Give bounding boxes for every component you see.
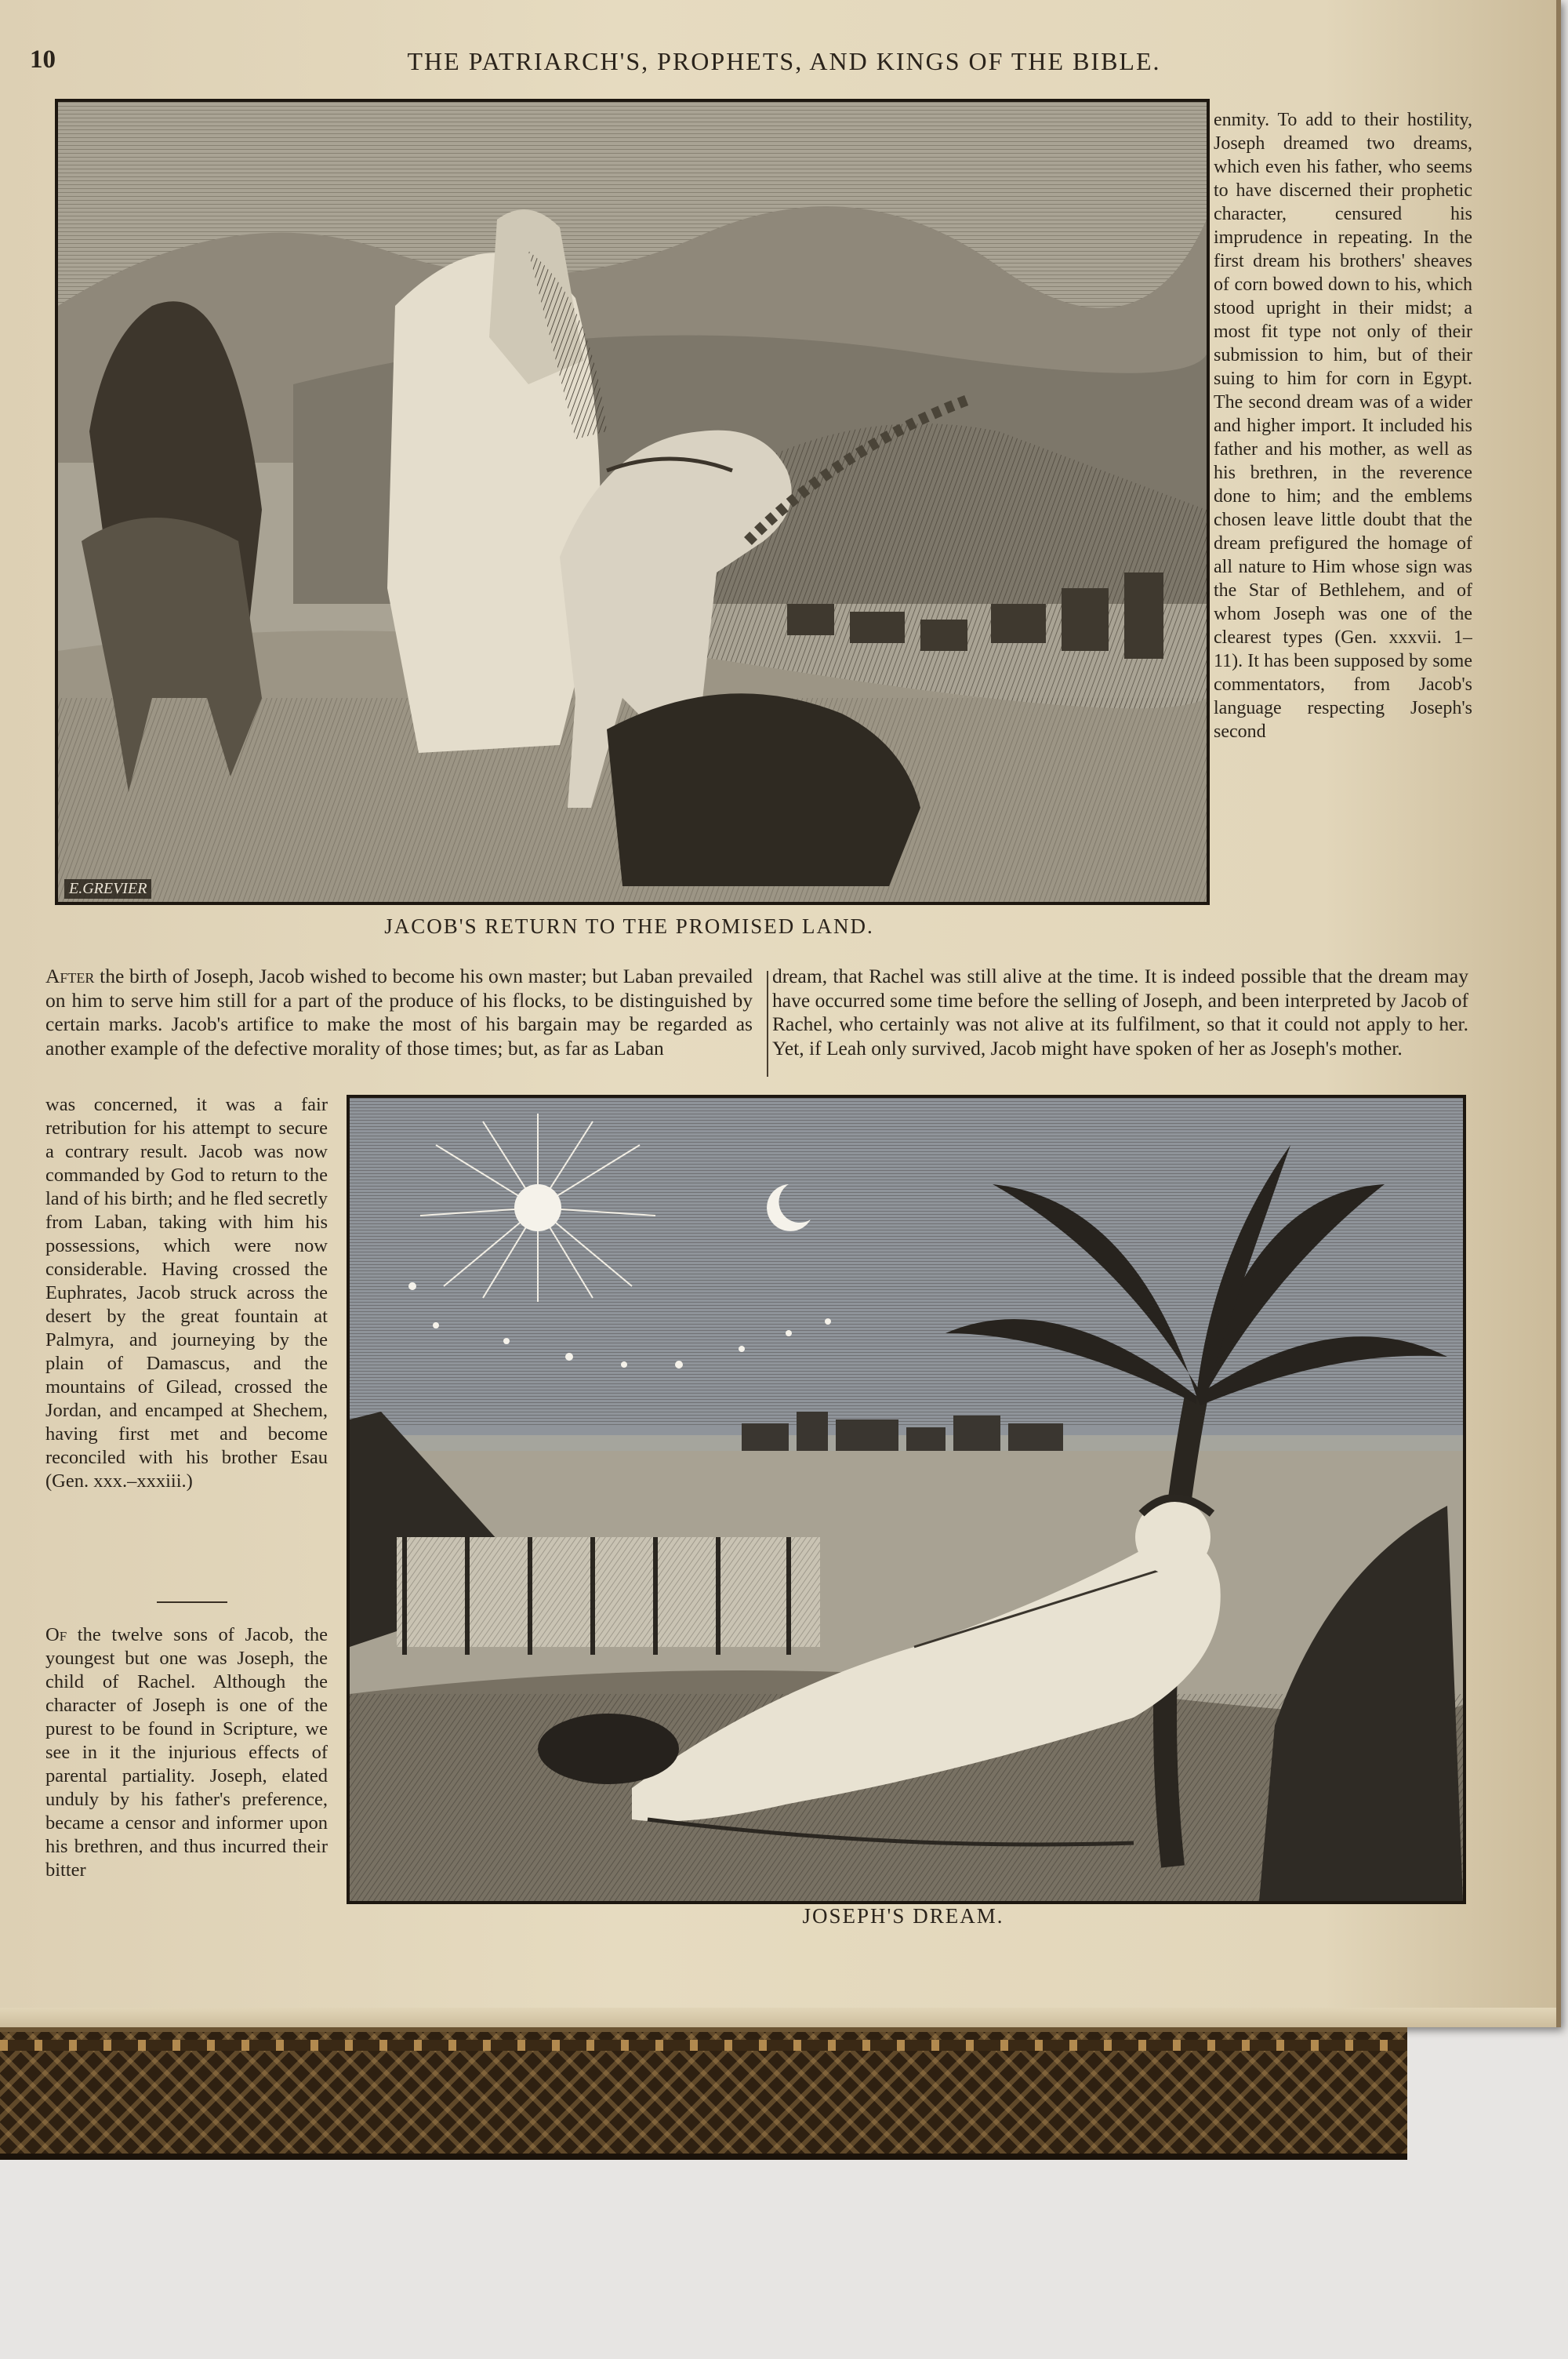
page-edge [0,2008,1556,2027]
section-rule [157,1601,227,1603]
running-title: THE PATRIARCH'S, PROPHETS, AND KINGS OF THE BIBLE. [407,47,1161,75]
engraver-signature: E.GREVIER [64,879,151,899]
page-number: 10 [30,45,56,74]
caption-jacobs-return: JACOB'S RETURN TO THE PROMISED LAND. [384,914,874,938]
paragraph-rachel-dream: dream, that Rachel was still alive at the time. It is indeed possible that the dream may have occurred some time before the selling of Joseph, and been interpreted by Jacob of Rachel, who certainly was not alive at its fulfilment, so that it could not apply to her. Yet, if Leah only survived, Jacob might have spoken of her as Joseph's mother. [772,965,1468,1060]
text-column-mid [772,965,1468,1060]
caption-josephs-dream: JOSEPH'S DREAM. [802,1904,1004,1928]
text-column-left-lower [45,1093,328,1493]
text-column-left-bottom [45,1623,328,1882]
column-divider [767,971,768,1077]
engraving-josephs-dream [347,1095,1466,1904]
paragraph-lead-word-2: Of [45,1624,67,1645]
paragraph-twelve-sons [45,1623,328,1882]
text-column-right-top [1214,108,1472,963]
paragraph-lead-word: After [45,965,95,987]
engraving-jacobs-return [55,99,1210,905]
paragraph-after-birth [45,965,753,1060]
paragraph-journey: was concerned, it was a fair retribution for his attempt to secure a contrary result. Jacob was now commanded by God to return to the land of his birth; and he fled secretly from Laban, taking with him his possessions, which were now considerable. Having crossed the Euphrates, Jacob struck across the desert by the great fountain at Palmyra, and journeying by the plain of Damascus, and the mountains of Gilead, crossed the Jordan, and encamped at Shechem, having first met and become reconciled with his brother Esau (Gen. xxx.–xxxiii.) [45,1094,328,1492]
paragraph-enmity: enmity. To add to their hostility, Joseph dreamed two dreams, which even his father, who seems to have discerned their prophetic character, censured his imprudence in repeating. In the first dream his brothers' sheaves of corn bowed down to his, which stood upright in their midst; a most fit type not only of their submission to him, but of their suing to him for corn in Egypt. The second dream was of a wider and higher import. It included his father and his mother, as well as his brethren, in the reverence done to him; and the emblems chosen leave little doubt that the dream prefigured the homage of all nature to Him whose sign was the Star of Bethlehem, and of whom Joseph was one of the clearest types (Gen. xxxvii. 1–11). It has been supposed by some commentators, from Jacob's language respecting Joseph's second [1214,110,1472,742]
josephs-dream-illustration [350,1098,1463,1901]
text-column-left-upper [45,965,753,1060]
book-cover-edge [0,2027,1407,2160]
paragraph-after-birth-text: the birth of Joseph, Jacob wished to become his own master; but Laban prevailed on him to serve him still for a part of the produce of his flocks, to be distinguished by certain marks. Jacob's artifice to make the most of his bargain may be regarded as another example of the defective morality of those times; but, as far as Laban [45,965,753,1060]
paragraph-twelve-sons-text: the twelve sons of Jacob, the youngest but one was Joseph, the child of Rachel. Although the character of Joseph is one of the purest to be found in Scripture, we see in it the injurious effects of parental partiality. Joseph, elated unduly by his father's preference, became a censor and informer upon his brethren, and thus incurred their bitter [45,1624,328,1881]
jacobs-return-illustration [58,102,1207,902]
